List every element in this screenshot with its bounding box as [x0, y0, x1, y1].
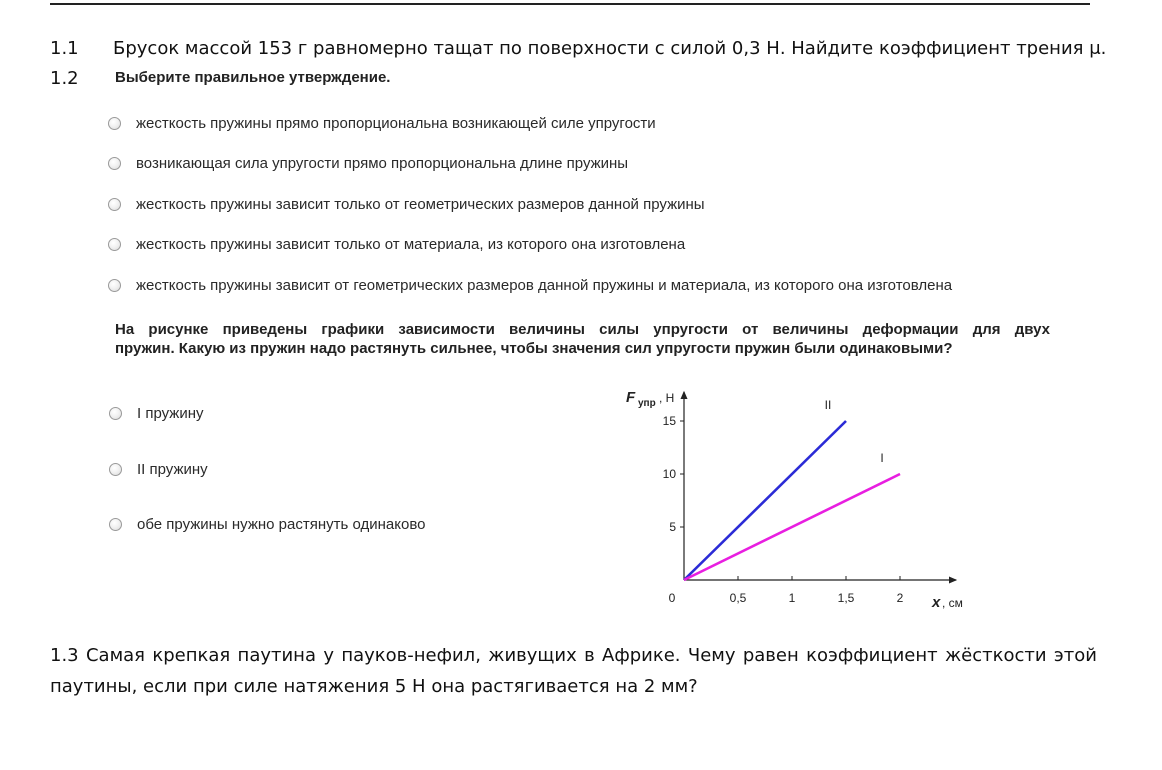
radio-button[interactable] [108, 117, 121, 130]
x-axis-unit: , см [942, 596, 963, 610]
radio-button[interactable] [109, 518, 122, 531]
top-rule [50, 3, 1090, 5]
graph-option-3[interactable] [109, 514, 425, 534]
graph-question-text [115, 320, 1050, 358]
radio-button[interactable] [108, 279, 121, 292]
x-tick-label: 1 [788, 591, 796, 605]
y-tick-label: 15 [662, 414, 676, 428]
option-label: жесткость пружины зависит только от материала, из которого она изготовлена [136, 235, 686, 253]
option-label: I пружину [137, 404, 204, 422]
graph-question-line-2: пружин. Какую из пружин надо растянуть сильнее, чтобы значения сил упругости пружин были одинаковыми? [115, 340, 953, 357]
y-tick-label: 5 [669, 520, 676, 534]
question-1-2-title: Выберите правильное утверждение. [115, 69, 391, 86]
graph-question-line-1: На рисунке приведены графики зависимости величины силы упругости от величины деформации для двух [115, 321, 1050, 338]
y-axis-subscript: упр [638, 398, 656, 409]
option-3[interactable] [108, 194, 705, 214]
option-label: II пружину [137, 460, 208, 478]
graph-option-2[interactable] [109, 459, 208, 479]
option-label: жесткость пружины зависит от геометрических размеров данной пружины и материала, из которого она изготовлена [136, 276, 953, 294]
option-4[interactable] [108, 234, 685, 254]
option-label: жесткость пружины прямо пропорциональна возникающей силе упругости [136, 114, 656, 132]
option-1[interactable] [108, 113, 656, 133]
x-axis-symbol: x [932, 594, 941, 611]
question-number-1-2: 1.2 [50, 68, 79, 89]
question-1-3 [50, 640, 1097, 702]
y-tick-label: 10 [662, 467, 676, 481]
series-label-I: I [880, 451, 884, 465]
radio-button[interactable] [108, 238, 121, 251]
x-tick-label: 0,5 [729, 591, 747, 605]
option-label: жесткость пружины зависит только от геометрических размеров данной пружины [136, 195, 705, 213]
radio-button[interactable] [109, 463, 122, 476]
force-deformation-chart [610, 380, 990, 612]
x-tick-label: 2 [896, 591, 904, 605]
option-label: возникающая сила упругости прямо пропорциональна длине пружины [136, 154, 629, 172]
graph-option-1[interactable] [109, 403, 204, 423]
x-tick-label: 1,5 [837, 591, 855, 605]
option-2[interactable] [108, 153, 628, 173]
y-axis-unit: , Н [659, 391, 675, 405]
question-1-3-line-1: 1.3 Самая крепкая паутина у пауков-нефил, живущих в Африке. Чему равен коэффициент жёсткости этой [50, 645, 1097, 666]
radio-button[interactable] [109, 407, 122, 420]
question-number: 1.1 [50, 38, 79, 59]
question-text: Брусок массой 153 г равномерно тащат по поверхности с силой 0,3 Н. Найдите коэффициент трения μ. [113, 38, 1107, 59]
option-5[interactable] [108, 275, 952, 295]
radio-button[interactable] [108, 157, 121, 170]
series-line-I [684, 474, 900, 580]
y-axis-symbol: F [626, 389, 636, 406]
option-label: обе пружины нужно растянуть одинаково [137, 515, 426, 533]
series-label-II: II [824, 398, 832, 412]
series-line-II [684, 421, 846, 580]
question-1-3-line-2: паутины, если при силе натяжения 5 Н она растягивается на 2 мм? [50, 676, 698, 697]
radio-button[interactable] [108, 198, 121, 211]
x-tick-label: 0 [668, 591, 676, 605]
